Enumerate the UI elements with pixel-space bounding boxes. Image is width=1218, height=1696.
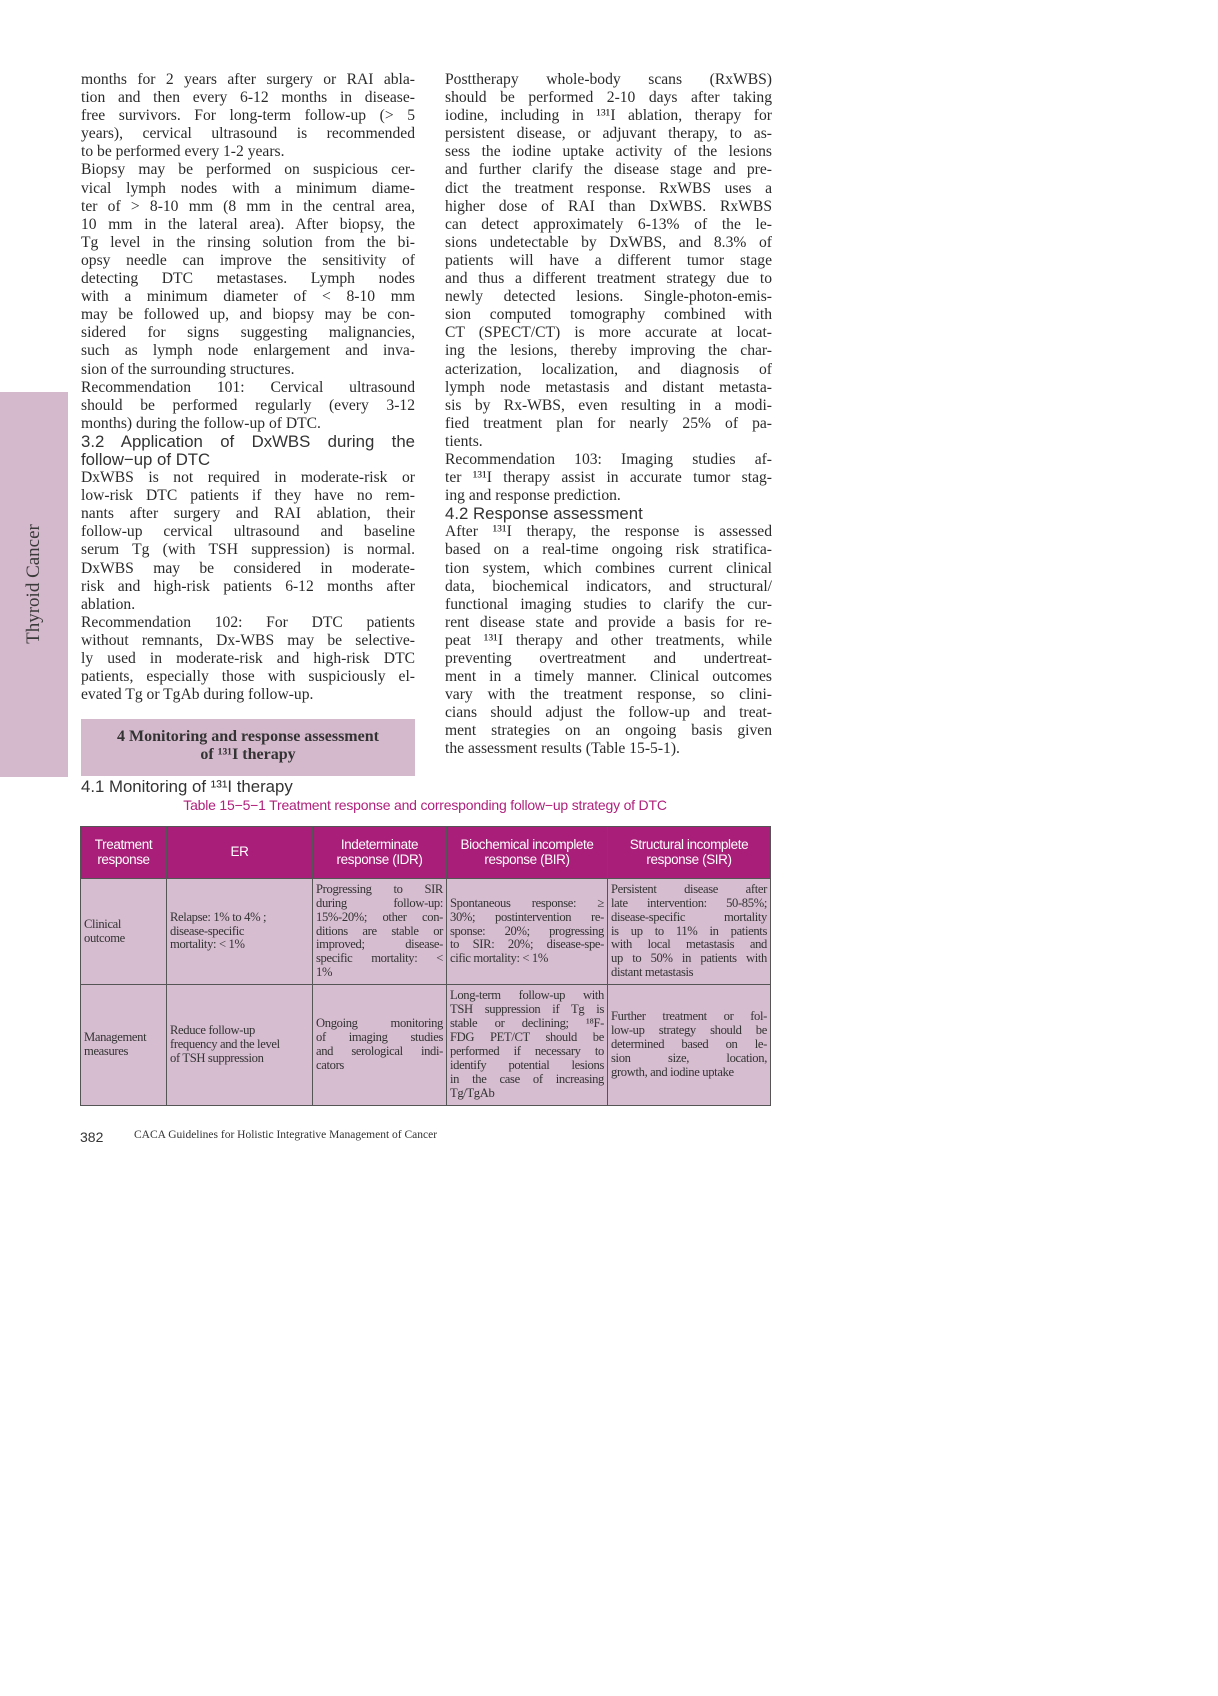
table-cell [167,985,313,1106]
cell-line: late intervention: 50-85%; [611,895,767,910]
text-line: the assessment results (Table 15-5-1). [445,740,680,758]
paragraph [81,71,415,161]
subheading [81,433,415,469]
cell-line: cators [316,1057,344,1072]
table-row [81,879,771,985]
text-line: may be followed up, and biopsy may be con- [81,306,415,324]
text-line: without remnants, Dx-WBS may be selective- [81,631,415,649]
paragraph [445,71,772,451]
text-line: rent disease state and provide a basis for re- [445,613,772,631]
cell-line: identify potential lesions [450,1057,604,1072]
cell-line: low-up strategy should be [611,1023,767,1038]
text-line: Tg level in the rinsing solution from the bi- [81,233,415,251]
text-line: ly used in moderate-risk and high-risk DTC [81,650,415,667]
cell-line: stable or declining; ¹⁸F- [450,1016,604,1031]
cell-line: outcome [84,930,125,945]
cell-line: Reduce follow-up [170,1023,255,1038]
cell-line: Persistent disease after [611,881,767,896]
text-line: sion of the surrounding structures. [81,360,295,378]
text-line: DxWBS may be considered in moderate- [81,559,415,577]
text-line: follow−up of DTC [81,449,211,469]
text-line: After ¹³¹I therapy, the response is assessed [445,523,772,541]
text-line: 10 mm in the lateral area). After biopsy, the [81,215,415,233]
cell-line: Management [84,1030,147,1045]
cell-line: cific mortality: < 1% [450,951,549,966]
cell-line: up to 50% in patients with [611,951,767,966]
text-line: opsy needle can improve the sensitivity of [81,251,415,269]
text-line: months for 2 years after surgery or RAI abla- [81,71,415,88]
text-line: Recommendation 101: Cervical ultrasound [81,378,415,396]
left-column [81,71,415,704]
column-header: Indeterminate response (IDR) [313,827,447,879]
text-line: Recommendation 103: Imaging studies af- [445,450,772,468]
subheading [445,505,772,523]
cell-line: ditions are stable or [316,923,443,938]
paragraph [81,161,415,378]
table-cell [313,985,447,1106]
cell-line: and serological indi- [316,1044,443,1058]
column-header: Treatment response [81,827,167,879]
text-line: nants after surgery and RAI ablation, their [81,505,415,523]
text-line: months) during the follow-up of DTC. [81,414,321,432]
text-line: ablation. [81,595,136,613]
text-line: higher dose of RAI than DxWBS. RxWBS [445,197,772,215]
cell-line: frequency and the level [170,1037,280,1052]
subheading-4-1: 4.1 Monitoring of ¹³¹I therapy [81,777,293,796]
cell-line: is up to 11% in patients [611,923,767,938]
text-line: 4.2 Response assessment [445,504,643,524]
treatment-response-table [80,826,771,1106]
section-heading-4 [81,719,415,776]
text-line: should be performed 2-10 days after taking [445,89,772,107]
table-cell [81,879,167,985]
text-line: tion system, which combines current clinical [445,559,772,577]
text-line: sidered for signs suggesting malignancies, [81,324,415,342]
table-cell [447,879,608,985]
paragraph [445,523,772,758]
cell-line: of TSH suppression [170,1050,264,1065]
cell-line: improved; disease- [316,937,443,952]
table-cell [167,879,313,985]
text-line: vary with the treatment response, so clini- [445,686,772,704]
text-line: evated Tg or TgAb during follow-up. [81,686,314,704]
text-line: ing and response prediction. [445,487,621,505]
cell-line: measures [84,1044,129,1058]
text-line: CT (SPECT/CT) is more accurate at locat- [445,324,772,342]
cell-line: during follow-up: [316,895,443,910]
text-line: peat ¹³¹I therapy and other treatments, while [445,631,772,649]
text-line: risk and high-risk patients 6-12 months after [81,577,415,595]
text-line: functional imaging studies to clarify the cur- [445,595,772,613]
text-line: serum Tg (with TSH suppression) is normal. [81,541,415,559]
cell-line: sion size, location, [611,1050,767,1065]
cell-line: disease-specific [170,923,245,938]
text-line: sion computed tomography combined with [445,306,772,324]
text-line: sions undetectable by DxWBS, and 8.3% of [445,233,772,251]
text-line: based on a real-time ongoing risk stratifica- [445,541,772,559]
table-row [81,985,771,1106]
text-line: newly detected lesions. Single-photon-emis- [445,288,772,306]
text-line: lymph node metastasis and distant metasta- [445,378,772,396]
text-line: Posttherapy whole-body scans (RxWBS) [445,71,772,88]
cell-line: Relapse: 1% to 4% ; [170,909,267,924]
cell-line: mortality: < 1% [170,937,245,952]
text-line: to be performed every 1-2 years. [81,143,285,161]
column-header: Structural incomplete response (SIR) [608,827,771,879]
text-line: iodine, including in ¹³¹I ablation, therapy for [445,107,772,125]
cell-line: 15%-20%; other con- [316,909,443,924]
text-line: preventing overtreatment and undertreat- [445,650,772,667]
column-header: Biochemical incomplete response (BIR) [447,827,608,879]
text-line: tients. [445,432,483,450]
text-line: and thus a different treatment strategy due to [445,270,772,288]
paragraph [81,379,415,433]
cell-line: disease-specific mortality [611,909,767,924]
cell-line: Clinical [84,916,122,931]
paragraph [445,451,772,505]
text-line: 3.2 Application of DxWBS during the [81,431,415,451]
text-line: Recommendation 102: For DTC patients [81,613,415,631]
text-line: patients, especially those with suspiciously el- [81,668,415,686]
text-line: persistent disease, or adjuvant therapy, to as- [445,125,772,143]
paragraph [81,469,415,614]
text-line: follow-up cervical ultrasound and baseline [81,523,415,541]
cell-line: of imaging studies [316,1030,443,1045]
text-line: can detect approximately 6-13% of the le- [445,215,772,233]
text-line: detecting DTC metastases. Lymph nodes [81,270,415,288]
chapter-side-tab [0,392,68,777]
text-line: ment in a timely manner. Clinical outcomes [445,668,772,686]
text-line: such as lymph node enlargement and inva- [81,342,415,360]
text-line: fied treatment plan for nearly 25% of pa- [445,414,772,432]
text-line: cians should adjust the follow-up and treat- [445,704,772,722]
text-line: years), cervical ultrasound is recommended [81,125,415,143]
text-line: free survivors. For long-term follow-up (> 5 [81,107,415,125]
cell-line: performed if necessary to [450,1044,604,1058]
table-cell [81,985,167,1106]
cell-line: distant metastasis [611,965,694,980]
text-line: sess the iodine uptake activity of the lesions [445,143,772,161]
text-line: ter ¹³¹I therapy assist in accurate tumor stag- [445,469,772,487]
cell-line: sponse: 20%; progressing [450,923,604,938]
table-cell [313,879,447,985]
cell-line: Progressing to SIR [316,881,443,896]
text-line: patients will have a different tumor stage [445,251,772,269]
text-line: dict the treatment response. RxWBS uses a [445,179,772,197]
table-caption: Table 15−5−1 Treatment response and corresponding follow−up strategy of DTC [183,797,667,813]
table-cell [608,879,771,985]
cell-line: Tg/TgAb [450,1085,495,1100]
text-line: tion and then every 6-12 months in disease- [81,89,415,107]
cell-line: determined based on le- [611,1037,767,1052]
cell-line: with local metastasis and [611,937,767,952]
section-heading-line-1: 4 Monitoring and response assessment [117,728,379,745]
text-line: acterization, localization, and diagnosis of [445,360,772,378]
text-line: and further clarify the disease stage and pre- [445,161,772,179]
text-line: ing the lesions, thereby improving the char- [445,342,772,360]
cell-line: 30%; postintervention re- [450,909,604,924]
cell-line: Spontaneous response: ≥ [450,895,604,910]
text-line: with a minimum diameter of < 8-10 mm [81,288,415,306]
section-heading-line-2: of ¹³¹I therapy [200,746,296,763]
running-footer-title: CACA Guidelines for Holistic Integrative Management of Cancer [134,1129,438,1141]
cell-line: 1% [316,965,333,980]
paragraph [81,614,415,704]
page-number: 382 [80,1129,104,1145]
cell-line: FDG PET/CT should be [450,1030,604,1045]
text-line: DxWBS is not required in moderate-risk or [81,469,415,487]
right-column [445,71,772,759]
text-line: should be performed regularly (every 3-12 [81,396,415,414]
cell-line: specific mortality: < [316,951,443,966]
cell-line: Ongoing monitoring [316,1016,443,1031]
cell-line: growth, and iodine uptake [611,1064,734,1079]
chapter-label: Thyroid Cancer [23,524,44,644]
column-header: ER [167,827,313,879]
cell-line: in the case of increasing [450,1071,604,1086]
table-cell [608,985,771,1106]
text-line: data, biochemical indicators, and structural/ [445,577,772,595]
text-line: sis by Rx-WBS, even resulting in a modi- [445,396,772,414]
text-line: ment strategies on an ongoing basis given [445,722,772,740]
cell-line: Long-term follow-up with [450,988,604,1003]
cell-line: TSH suppression if Tg is [450,1002,604,1017]
cell-line: to SIR: 20%; disease-spe- [450,937,604,952]
text-line: Biopsy may be performed on suspicious cer- [81,161,415,179]
text-line: low-risk DTC patients if they have no rem- [81,487,415,505]
text-line: vical lymph nodes with a minimum diame- [81,179,415,197]
table-cell [447,985,608,1106]
text-line: ter of > 8-10 mm (8 mm in the central area, [81,197,415,215]
cell-line: Further treatment or fol- [611,1009,767,1024]
table-header-row [81,827,771,879]
